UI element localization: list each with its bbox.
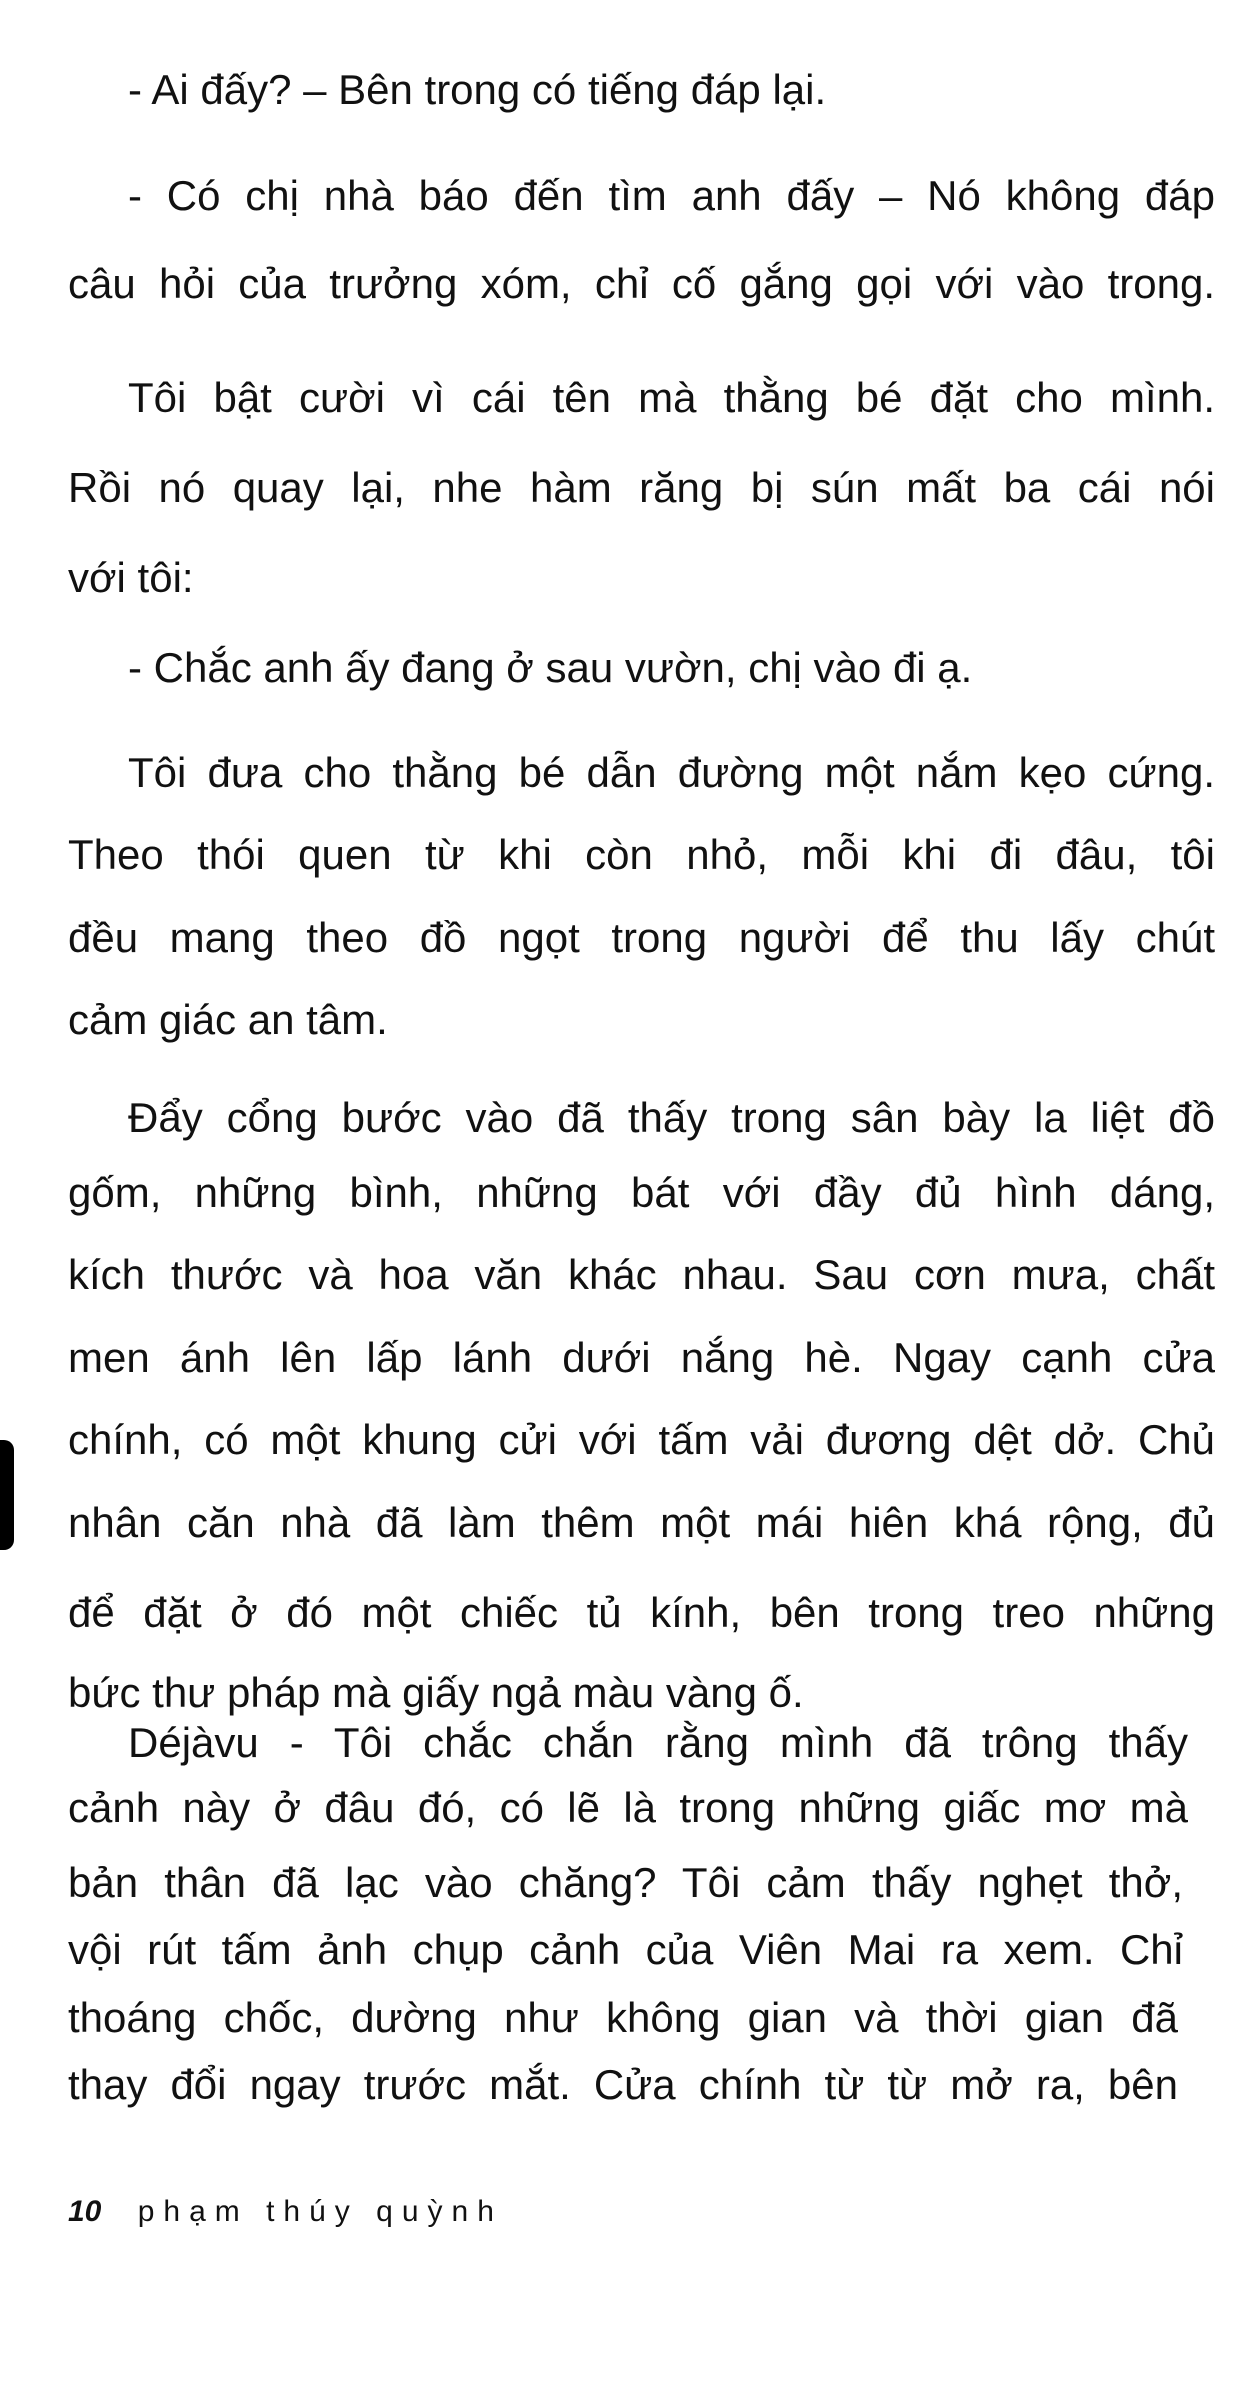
text-line: Déjàvu - Tôi chắc chắn rằng mình đã trông thấy [128,1719,1188,1766]
scan-edge-shadow [0,1440,14,1550]
text-line: câu hỏi của trưởng xóm, chỉ cố gắng gọi với vào trong. [68,260,1215,307]
text-line: - Ai đấy? – Bên trong có tiếng đáp lại. [128,66,827,113]
text-line: - Chắc anh ấy đang ở sau vườn, chị vào đi ạ. [128,644,973,691]
text-line: chính, có một khung cửi với tấm vải đương dệt dở. Chủ [68,1416,1215,1463]
text-line: với tôi: [68,554,194,601]
text-line: đều mang theo đồ ngọt trong người để thu lấy chút [68,914,1215,961]
text-line: Tôi đưa cho thằng bé dẫn đường một nắm kẹo cứng. [128,749,1215,796]
page-number: 10 [68,2195,102,2228]
text-line: Đẩy cổng bước vào đã thấy trong sân bày la liệt đồ [128,1094,1215,1141]
author-name: phạm thúy quỳnh [137,2195,503,2228]
text-line: vội rút tấm ảnh chụp cảnh của Viên Mai ra xem. Chỉ [68,1926,1183,1973]
text-line: thoáng chốc, dường như không gian và thời gian đã [68,1994,1178,2041]
text-line: cảnh này ở đâu đó, có lẽ là trong những giấc mơ mà [68,1784,1188,1831]
text-line: thay đổi ngay trước mắt. Cửa chính từ từ mở ra, bên [68,2061,1178,2108]
text-line: nhân căn nhà đã làm thêm một mái hiên khá rộng, đủ [68,1499,1215,1546]
text-line: men ánh lên lấp lánh dưới nắng hè. Ngay cạnh cửa [68,1334,1215,1381]
page-footer [68,2195,503,2229]
text-line: - Có chị nhà báo đến tìm anh đấy – Nó không đáp [128,172,1215,219]
text-line: gốm, những bình, những bát với đầy đủ hình dáng, [68,1169,1215,1216]
text-line: Theo thói quen từ khi còn nhỏ, mỗi khi đi đâu, tôi [68,831,1215,878]
text-line: Tôi bật cười vì cái tên mà thằng bé đặt cho mình. [128,374,1215,421]
text-line: cảm giác an tâm. [68,996,388,1043]
text-line: để đặt ở đó một chiếc tủ kính, bên trong treo những [68,1589,1215,1636]
text-line: bản thân đã lạc vào chăng? Tôi cảm thấy nghẹt thở, [68,1859,1183,1906]
text-line: bức thư pháp mà giấy ngả màu vàng ố. [68,1669,804,1716]
text-line: Rồi nó quay lại, nhe hàm răng bị sún mất ba cái nói [68,464,1215,511]
text-line: kích thước và hoa văn khác nhau. Sau cơn mưa, chất [68,1251,1215,1298]
